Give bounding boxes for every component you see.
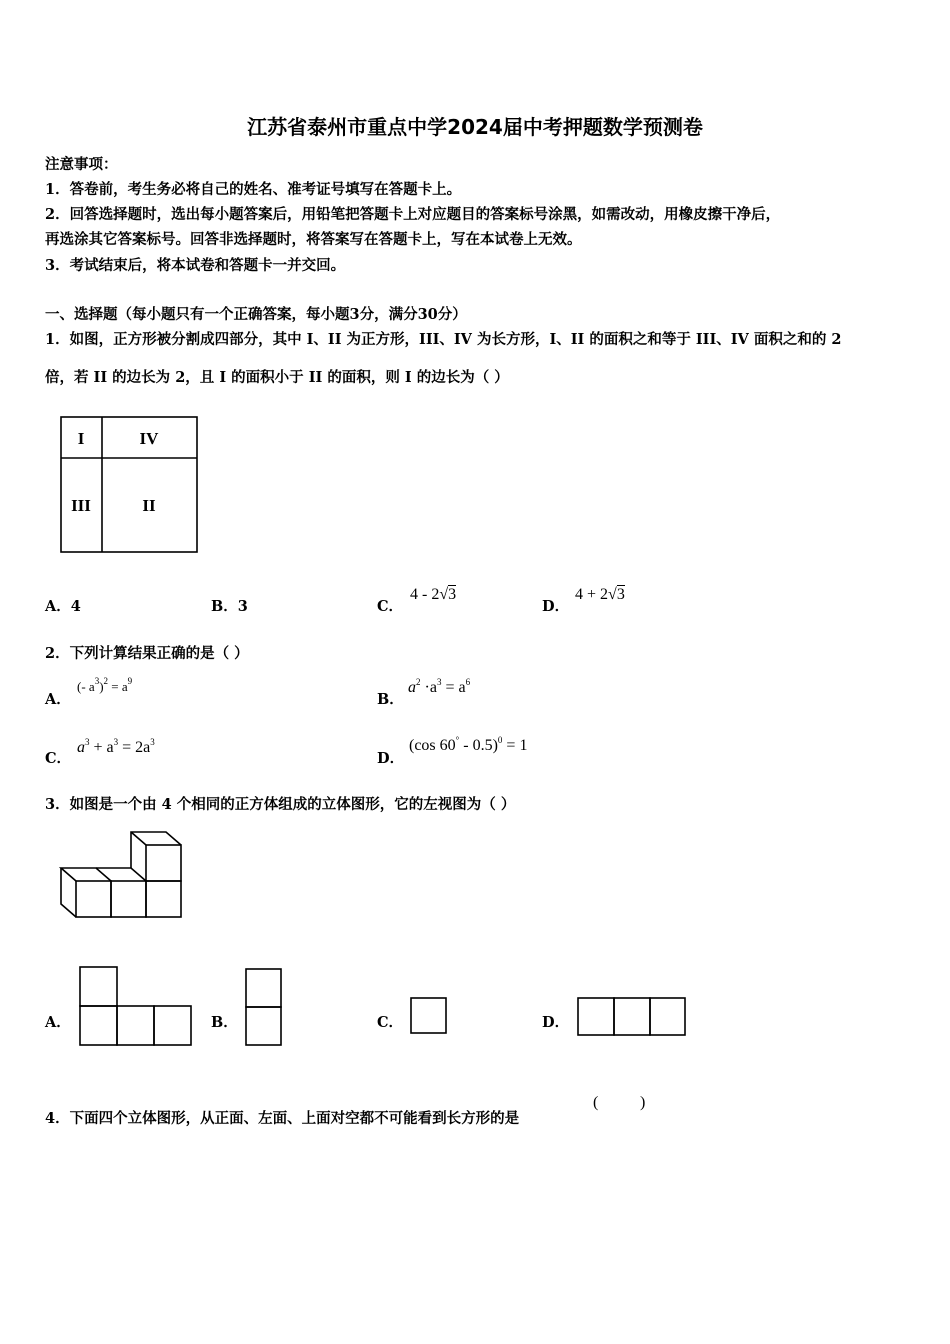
q3-option-b-figure [244,967,284,1049]
q2-d-t1: (cos 60 [409,737,456,754]
q2-b-t1: a [408,679,416,696]
q4-paren-open: ( [593,1094,599,1111]
section-heading: 一、选择题（每小题只有一个正确答案，每小题3分，满分30分） [45,306,467,323]
q1-option-c-radicand: 3 [448,586,457,603]
q2-b-t3: = a [441,679,466,696]
q2-c-exp3: 3 [150,737,155,747]
q1-stem-line2: 倍，若 II 的边长为 2，且 I 的面积小于 II 的面积，则 I 的边长为（ ） [45,369,509,386]
q1-option-b-value: 3 [237,598,248,615]
q2-option-a-math [77,676,132,695]
q3-option-a-figure [78,965,194,1049]
q2-c-exp1: 3 [85,737,90,747]
q2-b-exp3: 6 [465,677,471,687]
q3-stem: 3．如图是一个由 4 个相同的正方体组成的立体图形，它的左视图为（ ） [45,796,516,813]
q2-a-eq: = a [108,679,128,694]
q3-cubes-figure [56,828,186,922]
notice-item-2-cont: 再选涂其它答案标号。回答非选择题时，将答案写在答题卡上，写在本试卷上无效。 [45,231,582,248]
q1-label-I: I [77,429,85,448]
q2-option-b[interactable]: B． [377,691,404,708]
q1-option-d-label: D． [542,598,570,615]
q2-d-t3: = 1 [502,737,528,754]
sqrt-icon: √ [439,586,449,603]
notice-heading: 注意事项： [45,156,118,173]
q1-option-c-label: C． [377,598,404,615]
q2-d-t2: - 0.5) [459,737,498,754]
q3-option-c[interactable]: C． [377,1014,404,1031]
q2-option-b-math [408,677,470,697]
q4-paren-close: ) [640,1094,646,1111]
notice-item-1: 1．答卷前，考生务必将自己的姓名、准考证号填写在答题卡上。 [45,181,462,198]
q1-label-IV: IV [139,429,159,448]
q2-option-d-math [409,735,527,755]
q2-d-exp1: ° [455,735,460,745]
q2-option-c-math [77,737,155,757]
q1-option-a[interactable] [45,595,81,616]
notice-item-3: 3．考试结束后，将本试卷和答题卡一并交回。 [45,257,346,274]
q1-label-III: III [71,496,91,515]
q2-a-base: (- a [77,679,95,694]
q2-d-exp2: 0 [497,735,503,745]
q3-option-c-figure [409,996,449,1036]
q1-option-d-radicand: 3 [616,586,625,603]
q2-c-t3: = 2a [118,739,151,756]
q2-b-exp1: 2 [416,677,421,687]
q2-c-exp2: 3 [113,737,119,747]
q2-a-exp3: 9 [127,676,133,686]
q2-b-exp2: 3 [436,677,442,687]
q2-a-exp2: 2 [103,676,109,686]
q1-stem-line1: 1．如图，正方形被分割成四部分，其中 I、II 为正方形，III、IV 为长方形，I、II 的面积之和等于 III、IV 面积之和的 2 [45,331,842,348]
q2-b-t2: ·a [420,679,437,696]
q2-stem: 2．下列计算结果正确的是（ ） [45,645,249,662]
q2-option-d[interactable]: D． [377,750,405,767]
q1-option-b-label: B． [211,598,238,615]
q1-option-d-math [575,586,625,604]
q2-a-exp1: 3 [94,676,100,686]
q4-stem: 4．下面四个立体图形，从正面、左面、上面对空都不可能看到长方形的是 [45,1110,520,1127]
q3-option-d[interactable]: D． [542,1014,570,1031]
q1-option-d-expr: 4 + 2 [575,586,609,603]
q1-option-a-label: A． [45,598,71,615]
q1-option-c-expr: 4 - 2 [410,586,440,603]
q1-option-a-value: 4 [70,598,81,615]
q1-label-II: II [142,496,156,515]
q2-option-a[interactable]: A． [45,691,71,708]
q2-c-t1: a [77,739,85,756]
q2-a-mid: ) [99,679,104,694]
page-title: 江苏省泰州市重点中学2024届中考押题数学预测卷 [247,115,703,139]
q2-option-c[interactable]: C． [45,750,72,767]
q3-option-d-figure [576,996,688,1038]
q2-c-t2: + a [89,739,114,756]
q3-option-a[interactable]: A． [45,1014,71,1031]
q1-square-figure [58,414,200,556]
q3-option-b[interactable]: B． [211,1014,238,1031]
q1-option-c-math [410,586,456,604]
q1-option-c[interactable] [377,595,403,616]
notice-item-2: 2．回答选择题时，选出每小题答案后，用铅笔把答题卡上对应题目的答案标号涂黑，如需改动，用橡皮擦干净后， [45,206,781,223]
sqrt-icon: √ [608,586,617,603]
q1-option-d[interactable] [542,595,569,616]
q1-option-b[interactable] [211,595,248,616]
